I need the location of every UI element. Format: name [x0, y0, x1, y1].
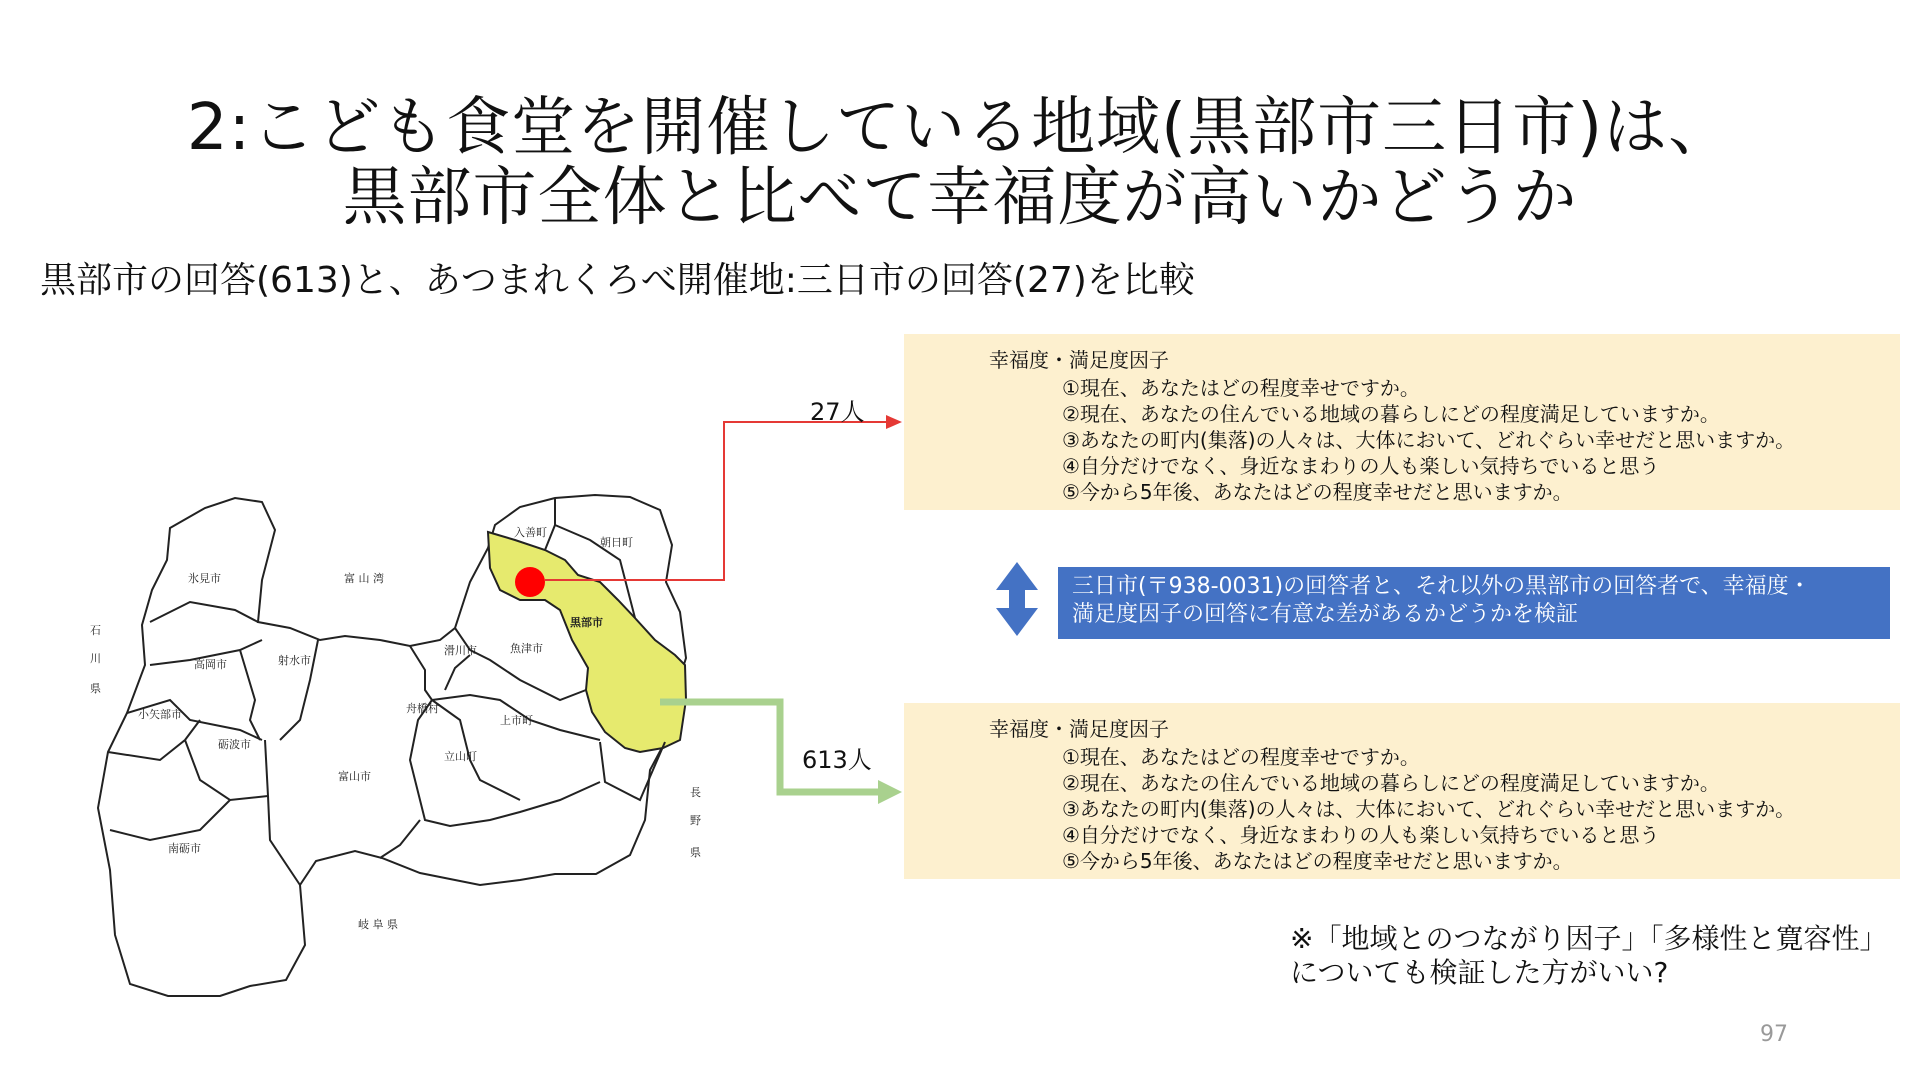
map-label-oyabe: 小矢部市	[138, 708, 182, 721]
footnote-line2: についても検証した方がいい?	[1290, 956, 1669, 989]
green-arrowhead	[878, 780, 902, 804]
map-label-tateyama: 立山町	[444, 750, 477, 763]
red-arrowhead	[886, 415, 902, 429]
map-label-takaoka: 高岡市	[194, 658, 227, 671]
map-label-imizu: 射水市	[278, 654, 311, 667]
map-label-nyuzen: 入善町	[514, 526, 547, 539]
map-label-toyama-city: 富山市	[338, 770, 371, 783]
map-label-funahashi: 舟橋村	[406, 702, 439, 715]
question-item-3: ③あなたの町内(集落)の人々は、大体において、どれぐらい幸せだと思いますか。	[1062, 428, 1796, 452]
map-label-ishikawa-1: 石	[90, 624, 101, 637]
question-item-5: ⑤今から5年後、あなたはどの程度幸せだと思いますか。	[1062, 849, 1573, 873]
map-label-namerikawa: 滑川市	[444, 644, 477, 657]
footnote-line1: ※「地域とのつながり因子」「多様性と寛容性」	[1290, 922, 1888, 955]
map-label-toyama-bay: 富 山 湾	[344, 572, 384, 585]
footnote	[1290, 922, 1887, 990]
map-label-nanto: 南砺市	[168, 842, 201, 855]
question-item-2: ②現在、あなたの住んでいる地域の暮らしにどの程度満足していますか。	[1062, 402, 1720, 426]
map-label-tonami: 砺波市	[218, 738, 251, 751]
map-label-nagano-2: 野	[690, 814, 701, 827]
map-label-ishikawa-3: 県	[90, 682, 101, 695]
comparison-line1: 三日市(〒938-0031)の回答者と、それ以外の黒部市の回答者で、幸福度・	[1072, 574, 1811, 599]
map-label-gifu: 岐 阜 県	[358, 918, 398, 931]
map-label-ishikawa-2: 川	[90, 652, 101, 665]
question-item-5: ⑤今から5年後、あなたはどの程度幸せだと思いますか。	[1062, 480, 1573, 504]
double-arrow-icon	[996, 562, 1038, 636]
question-item-2: ②現在、あなたの住んでいる地域の暮らしにどの程度満足していますか。	[1062, 771, 1720, 795]
question-item-3: ③あなたの町内(集落)の人々は、大体において、どれぐらい幸せだと思いますか。	[1062, 797, 1796, 821]
map-label-uozu: 魚津市	[510, 642, 543, 655]
question-item-4: ④自分だけでなく、身近なまわりの人も楽しい気持ちでいると思う	[1062, 454, 1660, 478]
mikkaichi-marker	[515, 567, 545, 597]
question-box-heading: 幸福度・満足度因子	[989, 717, 1169, 741]
comparison-line2: 満足度因子の回答に有意な差があるかどうかを検証	[1072, 602, 1579, 627]
count-mikkaichi: 27人	[810, 398, 865, 426]
map-label-kamiichi: 上市町	[500, 714, 533, 727]
map-label-himi: 氷見市	[188, 572, 221, 585]
slide-subtitle: 黒部市の回答(613)と、あつまれくろべ開催地:三日市の回答(27)を比較	[40, 260, 1195, 301]
map-label-kurobe: 黒部市	[570, 616, 603, 629]
comparison-description-box	[1058, 567, 1890, 639]
count-kurobe: 613人	[802, 746, 872, 774]
question-item-1: ①現在、あなたはどの程度幸せですか。	[1062, 376, 1420, 400]
question-box-mikkaichi	[904, 334, 1900, 510]
question-item-1: ①現在、あなたはどの程度幸せですか。	[1062, 745, 1420, 769]
map-label-asahi: 朝日町	[600, 536, 633, 549]
map-label-nagano-3: 県	[690, 846, 701, 859]
slide-title-line1: 2:こども食堂を開催している地域(黒部市三日市)は、	[186, 91, 1734, 165]
question-box-heading: 幸福度・満足度因子	[989, 348, 1169, 372]
slide-title-line2: 黒部市全体と比べて幸福度が高いかどうか	[342, 161, 1578, 235]
question-box-kurobe	[904, 703, 1900, 879]
question-item-4: ④自分だけでなく、身近なまわりの人も楽しい気持ちでいると思う	[1062, 823, 1660, 847]
page-number: 97	[1760, 1022, 1788, 1047]
map-label-nagano-1: 長	[690, 786, 701, 799]
